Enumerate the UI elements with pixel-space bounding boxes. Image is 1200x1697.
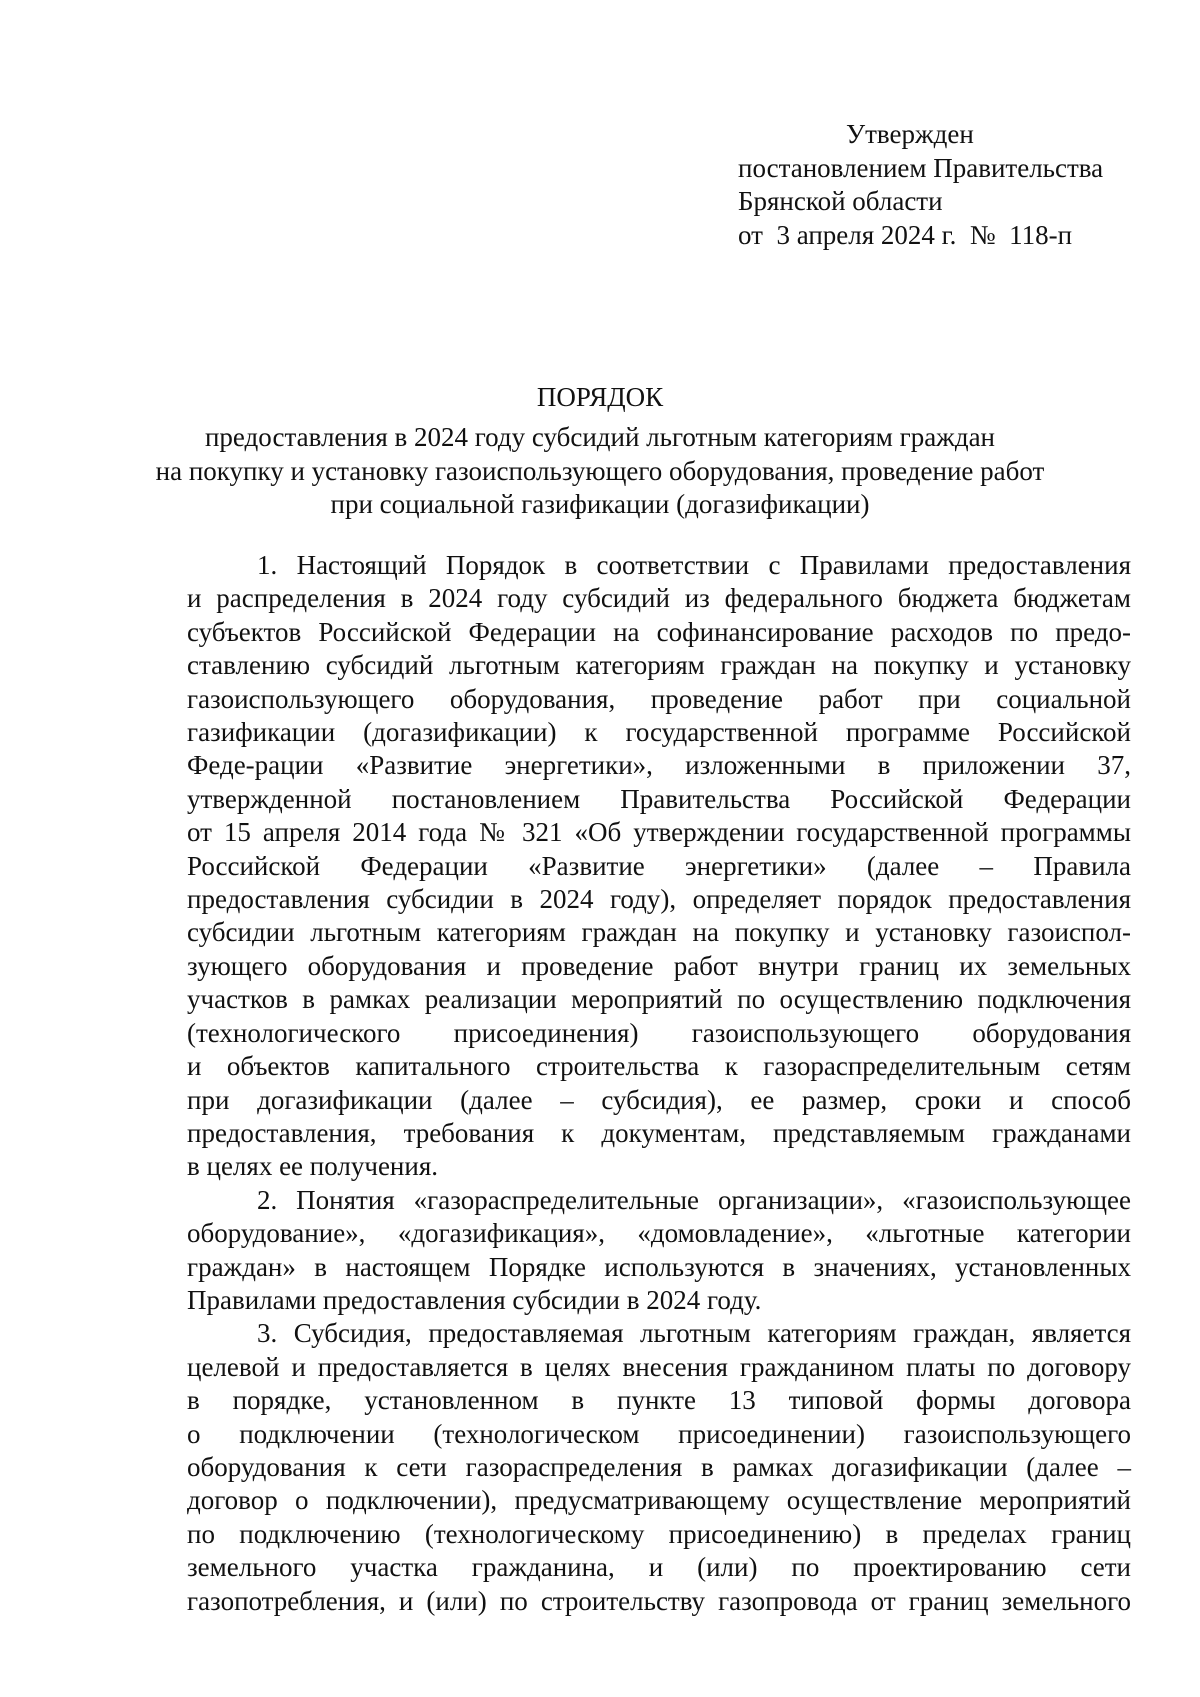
subtitle-line: на покупку и установку газоиспользующего оборудования, проведение работ [155,455,1045,486]
text-line: (технологического присоединения) газоиспользующего оборудования [187,1017,1131,1048]
paragraph-2 [187,1184,1131,1318]
text-line: целевой и предоставляется в целях внесения гражданином платы по договору [187,1351,1131,1382]
approval-date-number: от 3 апреля 2024 г. № 118-п [738,219,1073,250]
text-line: предоставления, требования к документам, представляемым гражданами [187,1117,1131,1148]
text-line: предоставления субсидии в 2024 году), определяет порядок предоставления [187,884,1131,915]
approval-line: Брянской области [738,186,943,216]
text-line: газификации (догазификации) к государственной программе Российской [187,717,1131,748]
text-line: оборудование», «догазификация», «домовладение», «льготные категории [187,1218,1131,1249]
document-title: ПОРЯДОК [536,382,664,412]
approval-line: Утвержден [846,119,974,149]
text-line: оборудования к сети газораспределения в рамках догазификации (далее – [187,1451,1131,1482]
text-line: в порядке, установленном в пункте 13 типовой формы договора [187,1385,1131,1416]
text-line: при догазификации (далее – субсидия), ее размер, сроки и способ [187,1084,1131,1115]
text-line: и распределения в 2024 году субсидий из федерального бюджета бюджетам [187,583,1131,614]
text-line: земельного участка гражданина, и (или) по проектированию сети [187,1552,1131,1583]
text-line: 1. Настоящий Порядок в соответствии с Правилами предоставления [257,550,1131,580]
text-line: ставлению субсидий льготным категориям граждан на покупку и установку [187,650,1131,681]
text-line: субсидии льготным категориям граждан на покупку и установку газоиспол- [187,917,1131,948]
text-line: о подключении (технологическом присоединении) газоиспользующего [187,1418,1131,1449]
subtitle-line: при социальной газификации (догазификации) [330,489,870,519]
text-line: 3. Субсидия, предоставляемая льготным категориям граждан, является [257,1318,1131,1349]
text-line: граждан» в настоящем Порядке используются в значениях, установленных [187,1251,1131,1282]
text-line: Правилами предоставления субсидии в 2024 году. [187,1284,762,1315]
text-line: и объектов капитального строительства к газораспределительным сетям [187,1051,1131,1082]
subtitle-line: предоставления в 2024 году субсидий льготным категориям граждан [204,422,995,452]
text-line: Феде-рации «Развитие энергетики», изложенными в приложении 37, [187,750,1131,781]
approval-line: постановлением Правительства [738,152,1104,183]
document-subtitle [0,421,1200,522]
text-line: в целях ее получения. [187,1151,438,1182]
text-line: Российской Федерации «Развитие энергетики» (далее – Правила [187,850,1131,881]
paragraph-1 [187,549,1131,1184]
text-line: субъектов Российской Федерации на софинансирование расходов по предо- [187,616,1131,647]
text-line: утвержденной постановлением Правительства Российской Федерации [187,783,1131,814]
text-line: договор о подключении), предусматривающему осуществление мероприятий [187,1485,1131,1516]
text-line: газопотребления, и (или) по строительству газопровода от границ земельного [187,1585,1131,1616]
text-line: 2. Понятия «газораспределительные организации», «газоиспользующее [257,1184,1131,1215]
approval-stamp [738,118,1103,252]
text-line: зующего оборудования и проведение работ внутри границ их земельных [187,950,1131,981]
document-body [187,549,1131,1618]
text-line: газоиспользующего оборудования, проведение работ при социальной [187,683,1131,714]
paragraph-3 [187,1317,1131,1618]
text-line: участков в рамках реализации мероприятий по осуществлению подключения [187,984,1131,1015]
text-line: от 15 апреля 2014 года № 321 «Об утверждении государственной программы [187,817,1131,848]
text-line: по подключению (технологическому присоединению) в пределах границ [187,1518,1131,1549]
